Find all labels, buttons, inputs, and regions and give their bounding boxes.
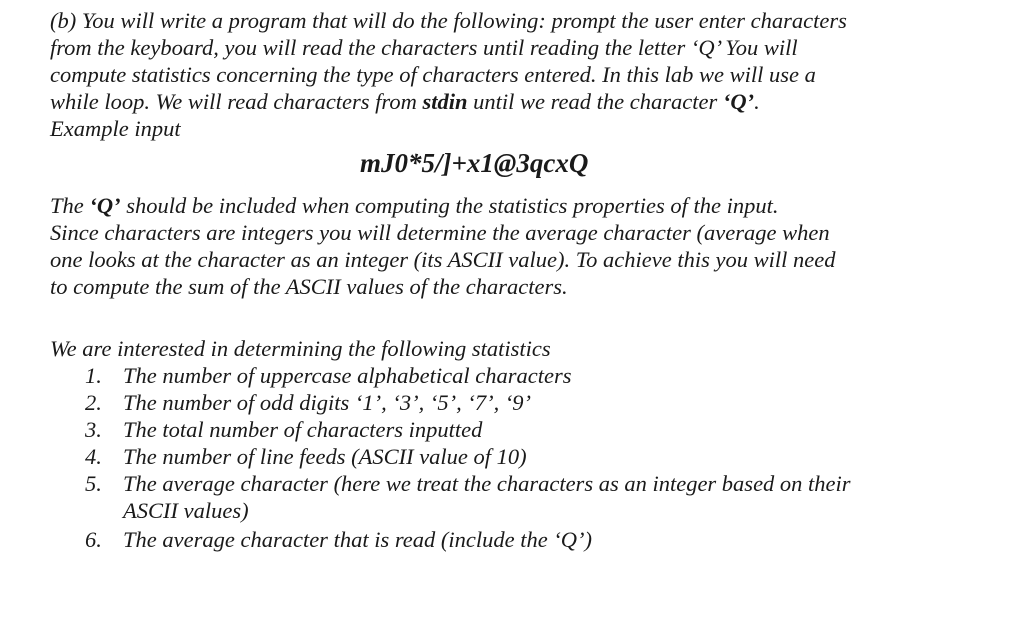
intro-line-4-text-c: until we read the character <box>467 89 723 114</box>
stats-item-1-text: The number of uppercase alphabetical characters <box>123 363 572 388</box>
intro-line-3: compute statistics concerning the type of characters entered. In this lab we will use a <box>50 62 816 87</box>
stats-item-4-text: The number of line feeds (ASCII value of 10) <box>123 444 527 469</box>
para2-line-4: to compute the sum of the ASCII values of the characters. <box>50 274 568 299</box>
q-character-bold-2: ‘Q’ <box>89 193 121 218</box>
para2-line-2: Since characters are integers you will determine the average character (average when <box>50 220 830 245</box>
intro-line-4-text-e: . <box>754 89 760 114</box>
example-input-string: mJ0*5/]+x1@3qcxQ <box>360 148 589 178</box>
para2-line-1-text-a: The <box>50 193 90 218</box>
q-character-bold: ‘Q’ <box>722 89 755 114</box>
intro-line-4 <box>50 89 760 115</box>
intro-line-1: (b) You will write a program that will do the following: prompt the user enter characters <box>50 8 847 33</box>
stats-item-6-number: 6. <box>85 527 102 552</box>
para2-line-1 <box>50 193 778 219</box>
stats-item-2-text: The number of odd digits ‘1’, ‘3’, ‘5’, ‘7’, ‘9’ <box>123 390 532 415</box>
stats-item-6-text: The average character that is read (include the ‘Q’) <box>123 527 593 552</box>
stats-item-5-text: The average character (here we treat the characters as an integer based on their <box>123 471 851 496</box>
intro-line-2: from the keyboard, you will read the characters until reading the letter ‘Q’ You will <box>50 35 798 60</box>
stats-item-3-text: The total number of characters inputted <box>123 417 483 442</box>
stats-item-4-number: 4. <box>85 444 102 469</box>
example-input-label: Example input <box>50 116 181 141</box>
intro-line-4-text-a: while loop. We will read characters from <box>50 89 423 114</box>
stats-item-5-number: 5. <box>85 471 102 496</box>
stdin-keyword: stdin <box>422 89 468 114</box>
stats-item-1-number: 1. <box>85 363 102 388</box>
stats-heading: We are interested in determining the following statistics <box>50 336 551 361</box>
para2-line-1-text-c: should be included when computing the statistics properties of the input. <box>120 193 779 218</box>
stats-item-2-number: 2. <box>85 390 102 415</box>
stats-item-3-number: 3. <box>85 417 102 442</box>
stats-item-5-text-continued: ASCII values) <box>123 498 249 523</box>
para2-line-3: one looks at the character as an integer (its ASCII value). To achieve this you will need <box>50 247 836 272</box>
